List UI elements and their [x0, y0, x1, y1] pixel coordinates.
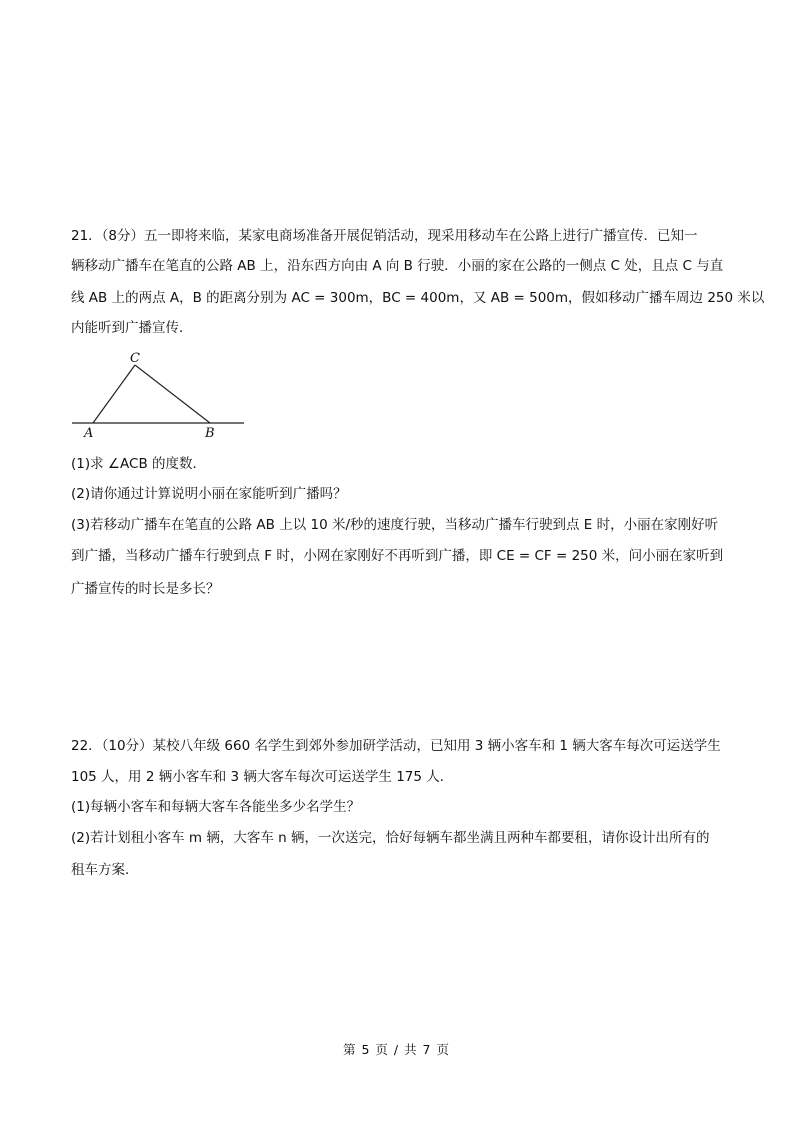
page-footer: 第 5 页 / 共 7 页 — [343, 1042, 450, 1057]
q21-line-1: 21．（8分）五一即将来临，某家电商场准备开展促销活动，现采用移动车在公路上进行广播宣传．已知一 — [71, 228, 698, 244]
q21-part-3-line-1: (3)若移动广播车在笔直的公路 AB 上以 10 米/秒的速度行驶，当移动广播车行驶到点 E 时，小丽在家刚好听 — [71, 517, 719, 533]
q21-line-4: 内能听到广播宣传． — [71, 320, 193, 336]
q22-part-2-line-1: (2)若计划租小客车 m 辆，大客车 n 辆，一次送完，恰好每辆车都坐满且两种车都要租，请你设计出所有的 — [71, 830, 710, 846]
q21-part-2: (2)请你通过计算说明小丽在家能听到广播吗？ — [71, 486, 347, 502]
segment-bc — [135, 365, 210, 423]
q21-part-1: (1)求 ∠ACB 的度数． — [71, 456, 206, 472]
q21-line-3: 线 AB 上的两点 A，B 的距离分别为 AC = 300m，BC = 400m，又 AB = 500m，假如移动广播车周边 250 米以 — [71, 290, 765, 306]
q21-part-3-line-3: 广播宣传的时长是多长？ — [71, 581, 220, 597]
q22-line-2: 105 人，用 2 辆小客车和 3 辆大客车每次可运送学生 175 人． — [71, 769, 454, 785]
q21-line-2: 辆移动广播车在笔直的公路 AB 上，沿东西方向由 A 向 B 行驶．小丽的家在公路的一侧点 C 处，且点 C 与直 — [71, 258, 724, 274]
q22-part-1: (1)每辆小客车和每辆大客车各能坐多少名学生？ — [71, 799, 361, 815]
label-b: B — [205, 426, 215, 441]
q22-part-2-line-2: 租车方案． — [71, 862, 139, 878]
label-c: C — [130, 351, 140, 366]
label-a: A — [84, 426, 94, 441]
q21-part-3-line-2: 到广播，当移动广播车行驶到点 F 时，小网在家刚好不再听到广播，即 CE = CF = 250 米，问小丽在家听到 — [71, 548, 724, 564]
segment-ac — [93, 365, 135, 423]
q22-line-1: 22．（10分）某校八年级 660 名学生到郊外参加研学活动，已知用 3 辆小客车和 1 辆大客车每次可运送学生 — [71, 738, 721, 754]
